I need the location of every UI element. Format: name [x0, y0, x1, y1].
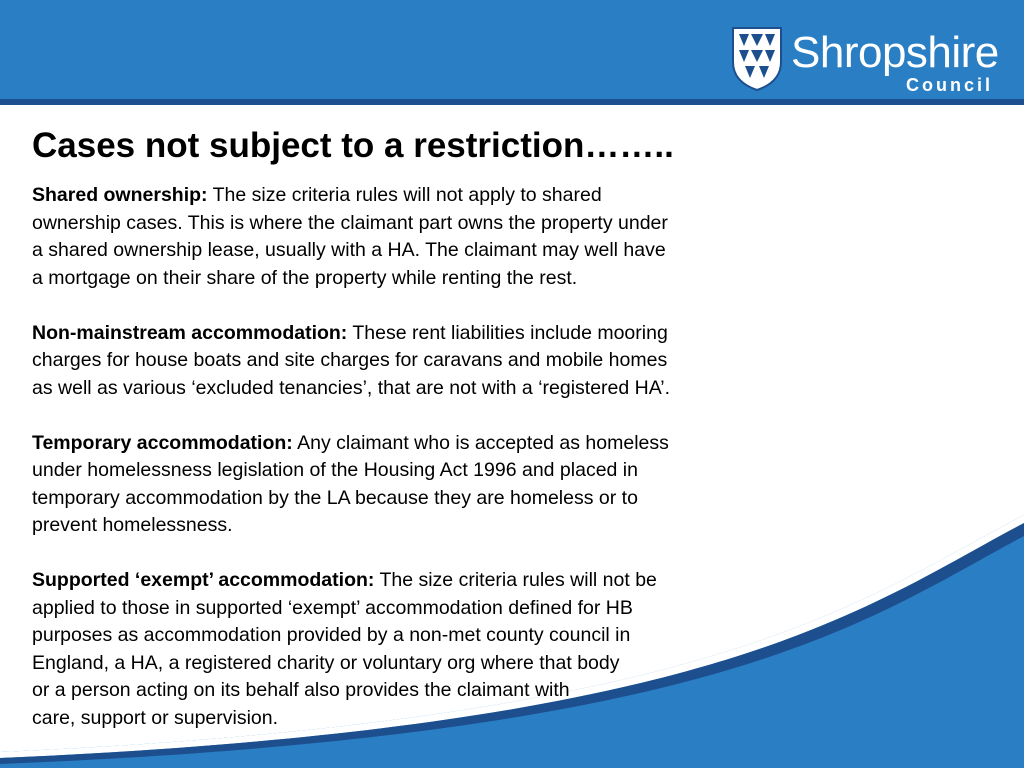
- slide-title: Cases not subject to a restriction……..: [32, 126, 674, 165]
- section-text-line: Any claimant who is accepted as homeless: [292, 431, 669, 454]
- brand-name: Shropshire: [791, 28, 999, 77]
- section-text-line: as well as various ‘excluded tenancies’, that are not with a ‘registered HA’.: [32, 376, 671, 399]
- section-temporary-accommodation: [32, 430, 792, 540]
- section-label: Temporary accommodation:: [32, 431, 293, 454]
- section-text-line: under homelessness legislation of the Housing Act 1996 and placed in: [32, 459, 638, 481]
- section-label: Supported ‘exempt’ accommodation:: [32, 569, 375, 591]
- section-text-line: temporary accommodation by the LA because they are homeless or to: [32, 486, 638, 509]
- section-text-line: a shared ownership lease, usually with a HA. The claimant may well have: [32, 239, 666, 261]
- section-text-line: These rent liabilities include mooring: [347, 321, 668, 344]
- slide-content: [32, 182, 792, 760]
- section-text-line: care, support or supervision.: [32, 706, 279, 729]
- section-text-line: charges for house boats and site charges for caravans and mobile homes: [32, 349, 668, 371]
- section-non-mainstream-accommodation: [32, 320, 792, 403]
- section-label: Shared ownership:: [32, 184, 208, 206]
- section-text-line: purposes as accommodation provided by a non-met county council in: [32, 624, 631, 646]
- section-shared-ownership: [32, 182, 792, 292]
- section-text-line: a mortgage on their share of the property while renting the rest.: [32, 266, 578, 289]
- section-text-line: prevent homelessness.: [32, 514, 233, 536]
- brand-subtitle: Council: [906, 75, 993, 95]
- section-supported-exempt-accommodation: [32, 567, 792, 732]
- section-text-line: England, a HA, a registered charity or voluntary org where that body: [32, 651, 620, 674]
- section-text-line: applied to those in supported ‘exempt’ accommodation defined for HB: [32, 596, 633, 619]
- section-text-line: The size criteria rules will not be: [374, 569, 657, 591]
- section-text-line: ownership cases. This is where the claimant part owns the property under: [32, 211, 668, 234]
- section-text-line: or a person acting on its behalf also provides the claimant with: [32, 679, 570, 701]
- section-label: Non-mainstream accommodation:: [32, 321, 348, 344]
- section-text-line: The size criteria rules will not apply to shared: [207, 184, 602, 206]
